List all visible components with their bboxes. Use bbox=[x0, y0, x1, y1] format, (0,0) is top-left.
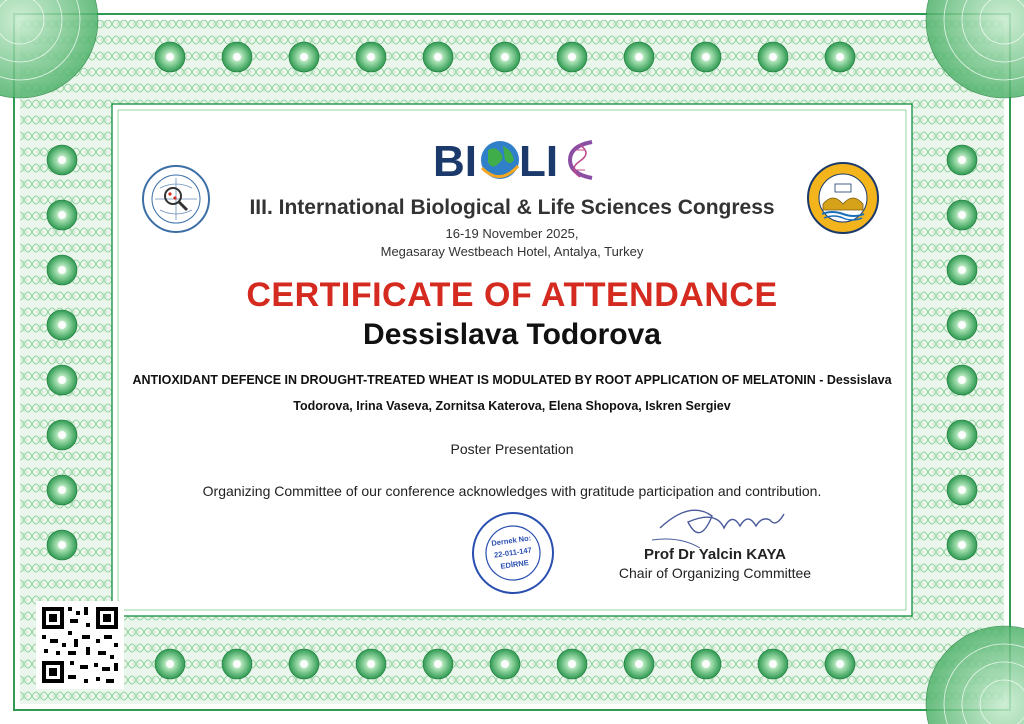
globe-icon bbox=[481, 141, 519, 179]
presentation-type: Poster Presentation bbox=[450, 441, 574, 457]
presentation-title-line-1: ANTIOXIDANT DEFENCE IN DROUGHT-TREATED WHEAT IS MODULATED BY ROOT APPLICATION OF MELATONIN - Dessislava bbox=[132, 373, 892, 387]
svg-text:EDİRNE: EDİRNE bbox=[499, 557, 530, 571]
svg-text:22-011-147: 22-011-147 bbox=[493, 545, 533, 560]
svg-text:BI: BI bbox=[433, 137, 477, 186]
presentation-title-line-2: Todorova, Irina Vaseva, Zornitsa Katerova, Elena Shopova, Iskren Sergiev bbox=[293, 399, 731, 413]
signer-name: Prof Dr Yalcin KAYA bbox=[643, 546, 786, 563]
certificate-heading: CERTIFICATE OF ATTENDANCE bbox=[246, 276, 778, 314]
qr-code-icon[interactable] bbox=[36, 601, 124, 689]
congress-dates: 16-19 November 2025, bbox=[445, 226, 579, 241]
svg-text:Dernek No:: Dernek No: bbox=[490, 533, 532, 548]
svg-text:LI: LI bbox=[519, 137, 559, 186]
congress-title: III. International Biological & Life Sciences Congress bbox=[249, 196, 775, 219]
recipient-name: Dessislava Todorova bbox=[363, 318, 661, 351]
signer-role: Chair of Organizing Committee bbox=[618, 565, 812, 581]
congress-venue: Megasaray Westbeach Hotel, Antalya, Turkey bbox=[380, 244, 644, 259]
acknowledgement-text: Organizing Committee of our conference acknowledges with gratitude participation and contribution. bbox=[202, 483, 822, 499]
